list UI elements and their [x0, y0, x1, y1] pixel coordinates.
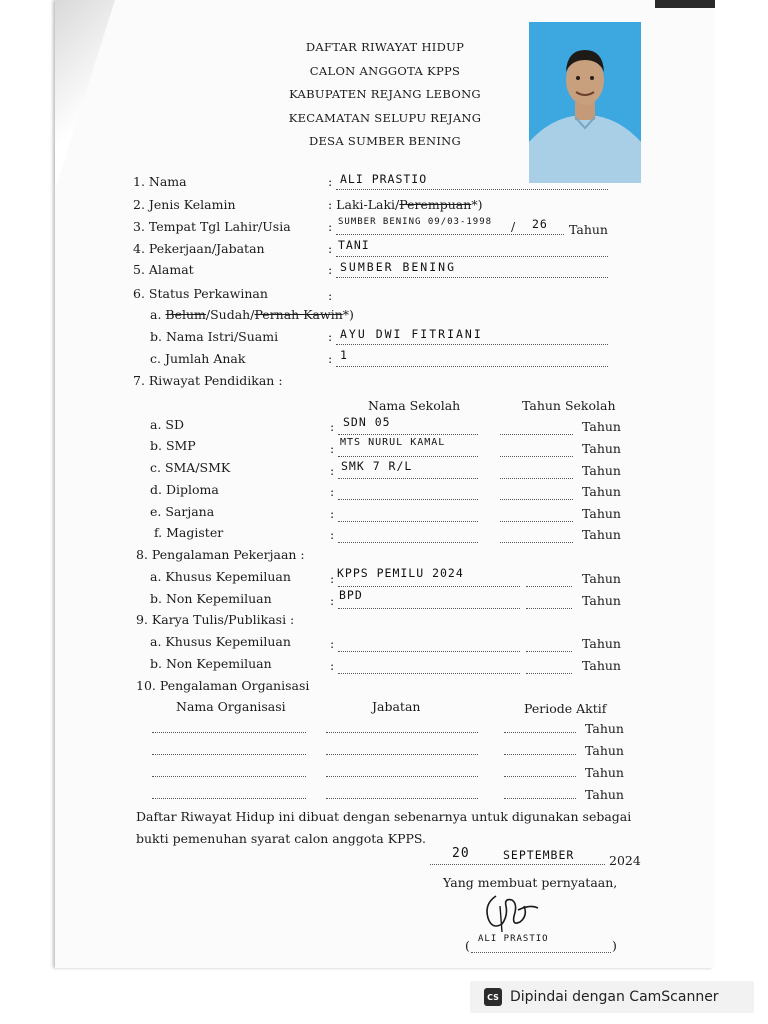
- dotted-line: [526, 586, 572, 587]
- unit-tahun: Tahun: [582, 593, 621, 608]
- dotted-line: [336, 189, 608, 190]
- colon: :: [328, 288, 333, 303]
- colon: :: [330, 506, 335, 521]
- colon: :: [328, 262, 333, 277]
- unit-tahun: Tahun: [582, 419, 621, 434]
- person-portrait-image: [529, 22, 641, 183]
- closing-text: bukti pemenuhan syarat calon anggota KPPS.: [136, 831, 426, 846]
- document-header: [255, 36, 515, 154]
- unit-tahun: Tahun: [582, 441, 621, 456]
- date-day: 20: [452, 846, 470, 861]
- value-khusus-kepemiluan: KPPS PEMILU 2024: [337, 566, 464, 580]
- colon: :: [330, 658, 335, 673]
- unit-tahun: Tahun: [585, 765, 624, 780]
- header-line: KECAMATAN SELUPU REJANG: [288, 110, 482, 125]
- date-month: SEPTEMBER: [503, 848, 575, 862]
- label-sarjana: e. Sarjana: [150, 504, 215, 519]
- unit-tahun: Tahun: [582, 506, 621, 521]
- col-tahun-sekolah: Tahun Sekolah: [522, 398, 616, 413]
- dotted-line: [336, 344, 608, 345]
- dotted-line: [504, 754, 576, 755]
- value-status: a. Belum/Sudah/Pernah Kawin*): [150, 307, 354, 322]
- date-year: 2024: [609, 853, 641, 868]
- dotted-line: [336, 366, 608, 367]
- label-diploma: d. Diploma: [150, 482, 219, 497]
- value-usia: 26: [532, 217, 548, 231]
- dotted-line: [471, 952, 611, 953]
- dotted-line: [504, 732, 576, 733]
- header-title: DAFTAR RIWAYAT HIDUP: [305, 40, 465, 54]
- watermark-text: Dipindai dengan CamScanner: [510, 989, 719, 1005]
- closing-text: Daftar Riwayat Hidup ini dibuat dengan sebenarnya untuk digunakan sebagai: [136, 809, 632, 824]
- colon: :: [328, 351, 333, 366]
- label-non-kepemiluan: b. Non Kepemiluan: [150, 591, 272, 606]
- label-smp: b. SMP: [150, 438, 196, 453]
- label-magister: f. Magister: [154, 525, 224, 540]
- dotted-line: [152, 776, 306, 777]
- made-by-label: Yang membuat pernyataan,: [443, 875, 618, 890]
- camscanner-watermark: [470, 981, 754, 1013]
- label-sma: c. SMA/SMK: [150, 460, 231, 475]
- dotted-line: [338, 651, 520, 652]
- dotted-line: [500, 478, 573, 479]
- dotted-line: [326, 732, 478, 733]
- colon: :: [330, 463, 335, 478]
- dotted-line: [338, 434, 478, 435]
- colon: :: [330, 593, 335, 608]
- header-line: CALON ANGGOTA KPPS: [309, 63, 461, 78]
- value-alamat: SUMBER BENING: [340, 260, 457, 274]
- dotted-line: [500, 521, 573, 522]
- signer-name: ALI PRASTIO: [478, 934, 549, 944]
- unit-tahun: Tahun: [585, 721, 624, 736]
- unit-tahun: Tahun: [582, 658, 621, 673]
- camscanner-logo-icon: CS: [484, 988, 502, 1006]
- colon: :: [330, 419, 335, 434]
- dotted-line: [152, 798, 306, 799]
- dotted-line: [430, 864, 605, 865]
- value-pekerjaan: TANI: [338, 238, 370, 252]
- dotted-line: [338, 499, 478, 500]
- dotted-line: [326, 798, 478, 799]
- colon: :: [328, 241, 333, 256]
- dotted-line: [500, 499, 573, 500]
- value-nama: ALI PRASTIO: [340, 172, 428, 186]
- header-line: DESA SUMBER BENING: [308, 134, 462, 148]
- colon: :: [328, 174, 333, 189]
- label-nama: 1. Nama: [133, 174, 187, 189]
- slash: /: [511, 219, 516, 234]
- value-non-kepemiluan: BPD: [339, 588, 363, 602]
- dotted-line: [338, 521, 478, 522]
- header-line: KABUPATEN REJANG LEBONG: [289, 87, 481, 101]
- value-sma: SMK 7 R/L: [341, 459, 413, 473]
- label-pendidikan: 7. Riwayat Pendidikan :: [133, 373, 283, 388]
- dotted-line: [526, 608, 572, 609]
- signature-image: [478, 886, 548, 936]
- label-pekerjaan: 4. Pekerjaan/Jabatan: [133, 241, 265, 256]
- profile-photo: [529, 22, 641, 183]
- dotted-line: [500, 456, 573, 457]
- dotted-line: [336, 256, 608, 257]
- col-nama-organisasi: Nama Organisasi: [176, 699, 286, 714]
- paren-open: (: [465, 938, 470, 953]
- label-karya-khusus: a. Khusus Kepemiluan: [150, 634, 291, 649]
- dotted-line: [338, 456, 478, 457]
- dotted-line: [338, 673, 520, 674]
- label-organisasi: 10. Pengalaman Organisasi: [136, 678, 310, 693]
- label-istri: b. Nama Istri/Suami: [150, 329, 279, 344]
- dotted-line: [326, 776, 478, 777]
- dotted-line: [504, 776, 576, 777]
- value-smp: MTS NURUL KAMAL: [340, 437, 446, 448]
- value-ttl: SUMBER BENING 09/03-1998: [338, 217, 493, 227]
- unit-tahun: Tahun: [582, 636, 621, 651]
- colon: :: [330, 441, 335, 456]
- label-alamat: 5. Alamat: [133, 262, 194, 277]
- unit-tahun: Tahun: [582, 484, 621, 499]
- dotted-line: [338, 586, 520, 587]
- colon: :: [328, 219, 333, 234]
- label-karya-non: b. Non Kepemiluan: [150, 656, 272, 671]
- label-khusus-kepemiluan: a. Khusus Kepemiluan: [150, 569, 291, 584]
- dotted-line: [526, 651, 572, 652]
- dotted-line: [152, 732, 306, 733]
- dotted-line: [326, 754, 478, 755]
- label-pengalaman: 8. Pengalaman Pekerjaan :: [136, 547, 305, 562]
- colon: :: [330, 636, 335, 651]
- unit-tahun: Tahun: [582, 571, 621, 586]
- colon: :: [330, 484, 335, 499]
- value-sd: SDN 05: [343, 415, 391, 429]
- unit-tahun: Tahun: [582, 463, 621, 478]
- dotted-line: [338, 478, 478, 479]
- colon: :: [328, 329, 333, 344]
- unit-tahun: Tahun: [585, 787, 624, 802]
- dotted-line: [338, 608, 520, 609]
- label-ttl: 3. Tempat Tgl Lahir/Usia: [133, 219, 291, 234]
- dotted-line: [504, 798, 576, 799]
- col-nama-sekolah: Nama Sekolah: [368, 398, 461, 413]
- dotted-line: [526, 673, 572, 674]
- paren-close: ): [612, 938, 617, 953]
- dotted-line: [338, 542, 478, 543]
- colon: :: [330, 527, 335, 542]
- unit-tahun: Tahun: [585, 743, 624, 758]
- dotted-line: [500, 434, 573, 435]
- value-istri: AYU DWI FITRIANI: [340, 327, 483, 341]
- value-jenis-kelamin: : Laki-Laki/Perempuan*): [328, 197, 483, 212]
- dotted-line: [500, 542, 573, 543]
- col-periode: Periode Aktif: [524, 701, 607, 716]
- label-sd: a. SD: [150, 417, 184, 432]
- label-status: 6. Status Perkawinan: [133, 286, 268, 301]
- unit-tahun: Tahun: [582, 527, 621, 542]
- colon: :: [330, 571, 335, 586]
- label-anak: c. Jumlah Anak: [150, 351, 246, 366]
- label-karya: 9. Karya Tulis/Publikasi :: [136, 612, 295, 627]
- dotted-line: [336, 277, 608, 278]
- label-jenis-kelamin: 2. Jenis Kelamin: [133, 197, 236, 212]
- unit-tahun: Tahun: [569, 222, 608, 237]
- value-anak: 1: [340, 348, 348, 362]
- scan-edge: [655, 0, 715, 8]
- dotted-line: [152, 754, 306, 755]
- col-jabatan: Jabatan: [372, 699, 421, 714]
- dotted-line: [336, 234, 564, 235]
